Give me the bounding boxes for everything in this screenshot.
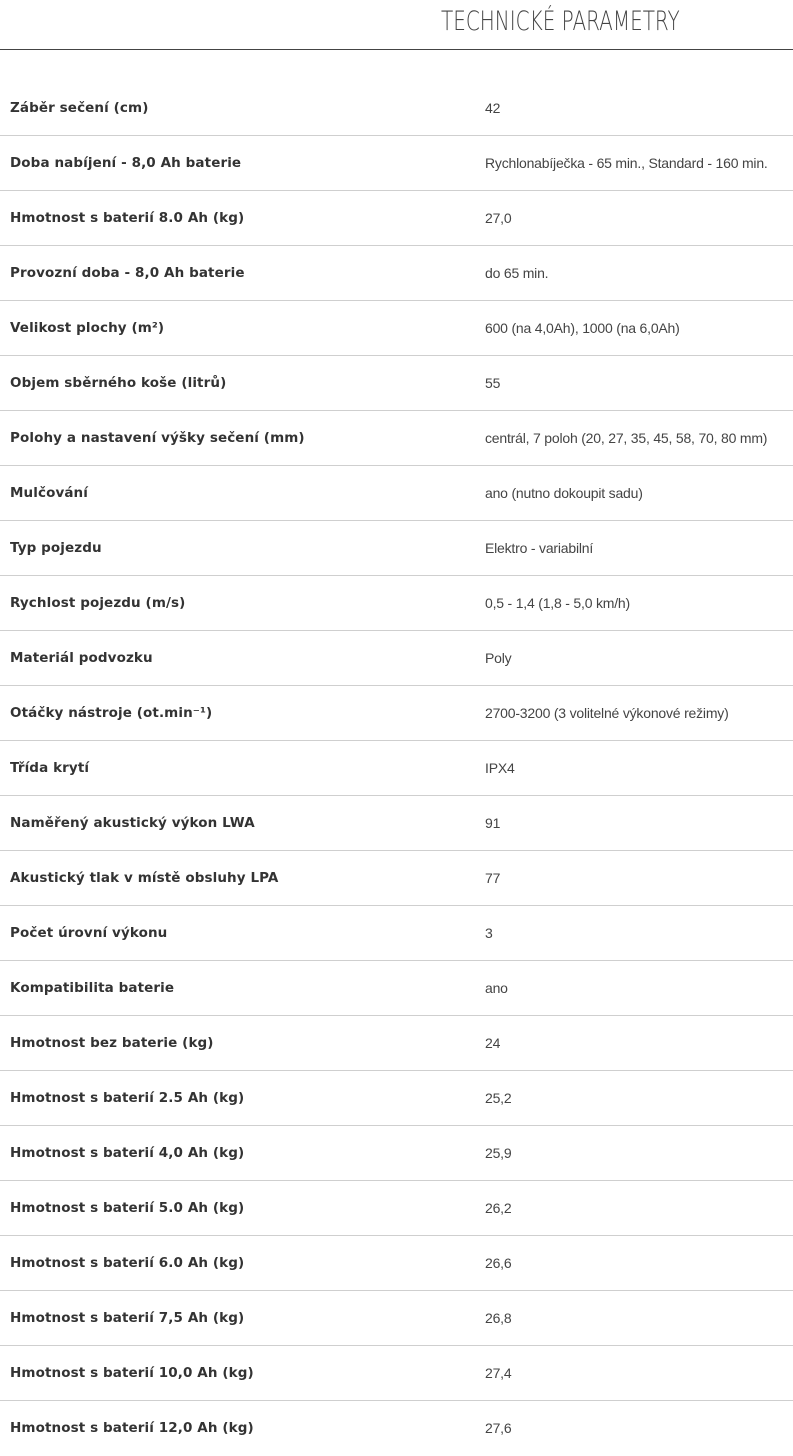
- spec-label: Doba nabíjení - 8,0 Ah baterie: [10, 155, 242, 171]
- spec-row: [0, 356, 793, 411]
- spec-row: [0, 1346, 793, 1401]
- spec-label: Hmotnost s baterií 6.0 Ah (kg): [10, 1255, 245, 1271]
- spec-label: Hmotnost s baterií 8.0 Ah (kg): [10, 210, 245, 226]
- spec-label: Hmotnost bez baterie (kg): [10, 1035, 214, 1051]
- spec-value: 25,2: [485, 1090, 512, 1106]
- spec-row: [0, 906, 793, 961]
- spec-row: [0, 741, 793, 796]
- spec-value: 600 (na 4,0Ah), 1000 (na 6,0Ah): [485, 320, 680, 336]
- spec-value: 26,2: [485, 1200, 512, 1216]
- spec-value: 3: [485, 925, 493, 941]
- spec-row: [0, 521, 793, 576]
- spec-row: [0, 961, 793, 1016]
- spec-value: 91: [485, 815, 501, 831]
- spec-label: Polohy a nastavení výšky sečení (mm): [10, 430, 305, 446]
- spec-row: [0, 1291, 793, 1346]
- spec-value: 25,9: [485, 1145, 512, 1161]
- spec-value: centrál, 7 poloh (20, 27, 35, 45, 58, 70, 80 mm): [485, 430, 768, 446]
- spec-label: Třída krytí: [10, 760, 90, 776]
- spec-label: Hmotnost s baterií 2.5 Ah (kg): [10, 1090, 245, 1106]
- spec-row: [0, 191, 793, 246]
- spec-row: [0, 851, 793, 906]
- spec-label: Naměřený akustický výkon LWA: [10, 815, 255, 831]
- spec-label: Typ pojezdu: [10, 540, 102, 556]
- spec-value: 42: [485, 100, 501, 116]
- spec-value: 27,4: [485, 1365, 512, 1381]
- spec-value: ano (nutno dokoupit sadu): [485, 485, 643, 501]
- spec-label: Záběr sečení (cm): [10, 100, 149, 116]
- spec-label: Velikost plochy (m²): [10, 320, 165, 336]
- spec-label: Akustický tlak v místě obsluhy LPA: [10, 870, 279, 886]
- spec-row: [0, 301, 793, 356]
- spec-value: 2700-3200 (3 volitelné výkonové režimy): [485, 705, 729, 721]
- spec-table: [0, 81, 793, 1456]
- section-title: TECHNICKÉ PARAMETRY: [441, 6, 680, 37]
- section-header: [0, 0, 793, 50]
- spec-label: Hmotnost s baterií 5.0 Ah (kg): [10, 1200, 245, 1216]
- spec-label: Mulčování: [10, 485, 88, 501]
- spec-value: 27,6: [485, 1420, 512, 1436]
- spec-value: ano: [485, 980, 508, 996]
- spec-value: Poly: [485, 650, 512, 666]
- spec-value: 24: [485, 1035, 501, 1051]
- spec-row: [0, 1401, 793, 1456]
- spec-row: [0, 796, 793, 851]
- spec-label: Hmotnost s baterií 10,0 Ah (kg): [10, 1365, 254, 1381]
- spec-label: Hmotnost s baterií 4,0 Ah (kg): [10, 1145, 245, 1161]
- spec-row: [0, 136, 793, 191]
- spec-value: 26,6: [485, 1255, 512, 1271]
- spec-row: [0, 81, 793, 136]
- spec-label: Hmotnost s baterií 12,0 Ah (kg): [10, 1420, 254, 1436]
- spec-row: [0, 1126, 793, 1181]
- spec-row: [0, 1016, 793, 1071]
- spec-row: [0, 686, 793, 741]
- spec-label: Počet úrovní výkonu: [10, 925, 168, 941]
- spec-label: Kompatibilita baterie: [10, 980, 175, 996]
- spec-label: Otáčky nástroje (ot.min⁻¹): [10, 705, 213, 721]
- spec-label: Hmotnost s baterií 7,5 Ah (kg): [10, 1310, 245, 1326]
- spec-row: [0, 576, 793, 631]
- spec-value: Elektro - variabilní: [485, 540, 594, 556]
- spec-value: Rychlonabíječka - 65 min., Standard - 160 min.: [485, 155, 768, 171]
- spec-row: [0, 466, 793, 521]
- spec-value: 55: [485, 375, 501, 391]
- spec-value: 26,8: [485, 1310, 512, 1326]
- spec-label: Rychlost pojezdu (m/s): [10, 595, 186, 611]
- spec-row: [0, 1071, 793, 1126]
- spec-row: [0, 1236, 793, 1291]
- spec-value: 77: [485, 870, 501, 886]
- spec-label: Provozní doba - 8,0 Ah baterie: [10, 265, 245, 281]
- spec-label: Materiál podvozku: [10, 650, 153, 666]
- spec-row: [0, 631, 793, 686]
- spec-value: 27,0: [485, 210, 512, 226]
- spec-value: 0,5 - 1,4 (1,8 - 5,0 km/h): [485, 595, 630, 611]
- spec-row: [0, 246, 793, 301]
- spec-value: IPX4: [485, 760, 515, 776]
- spec-label: Objem sběrného koše (litrů): [10, 375, 227, 391]
- spec-row: [0, 1181, 793, 1236]
- spec-value: do 65 min.: [485, 265, 549, 281]
- spec-row: [0, 411, 793, 466]
